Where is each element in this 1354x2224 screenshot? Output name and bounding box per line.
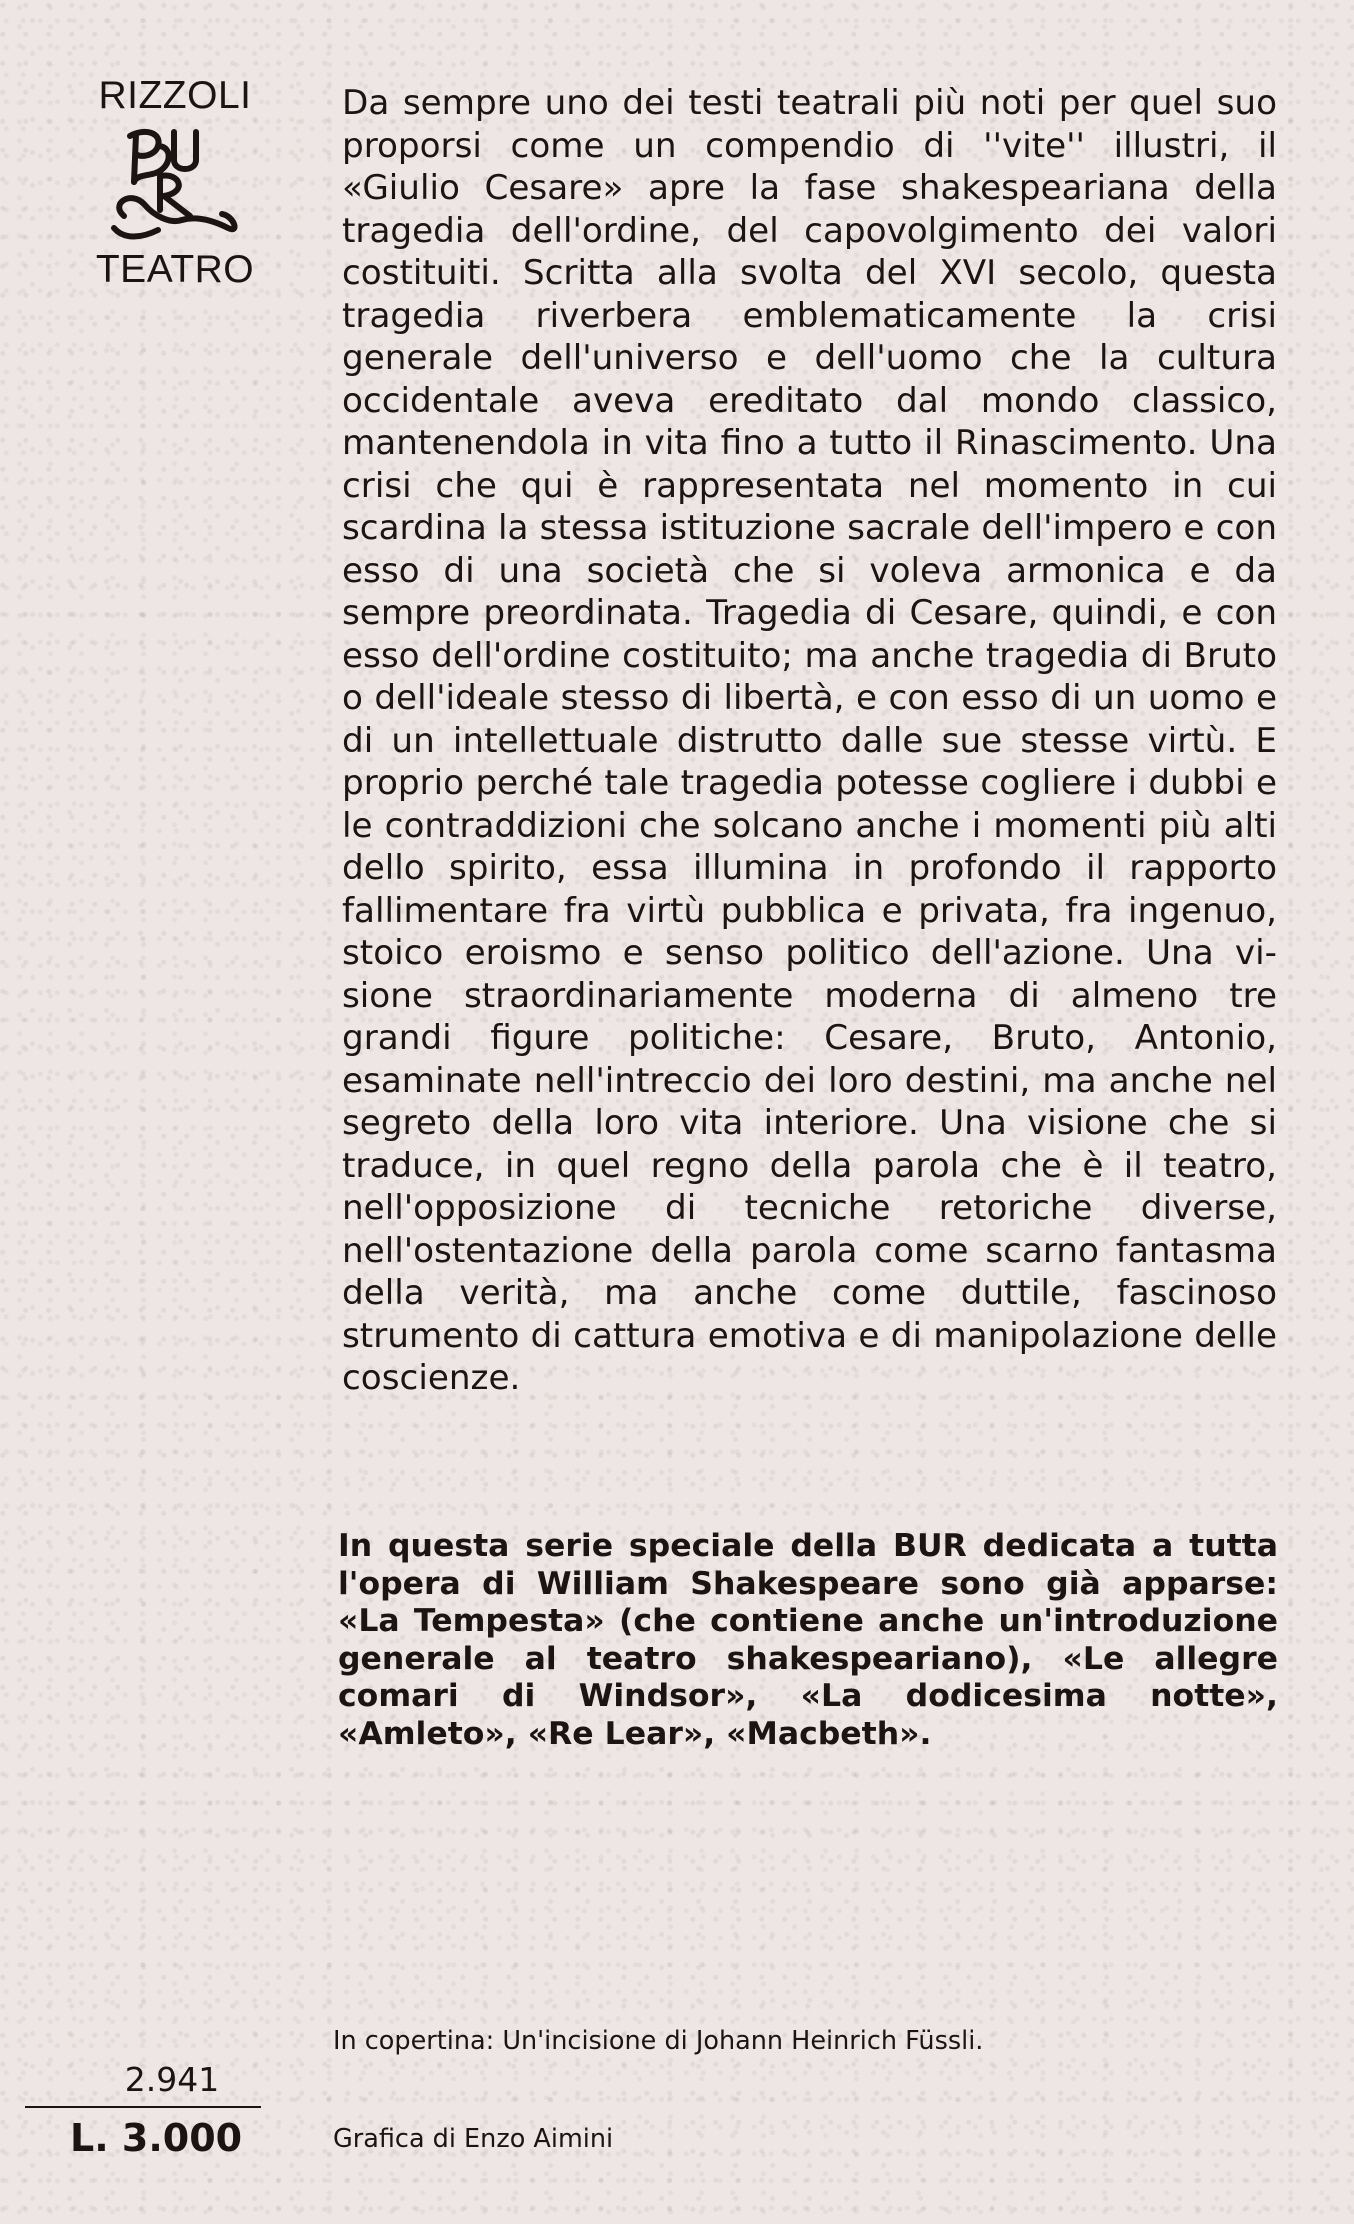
design-credit: Grafica di Enzo Aimini <box>333 2124 614 2154</box>
bur-logo-icon <box>100 124 250 244</box>
cover-credit: In copertina: Un'incisione di Johann Heinrich Füssli. <box>333 2026 984 2056</box>
series-note: In questa serie speciale della BUR dedicata a tutta l'opera di William Shakespeare sono già apparse: «La Tempesta» (che contiene anche un'introduzione generale al teatro shakespeariano), «Le allegre comari di Windsor», «La dodicesima notte», «Amleto», «Re Lear», «Macbeth». <box>338 1528 1278 1752</box>
publisher-name: RIZZOLI <box>98 74 252 117</box>
price-divider <box>25 2106 261 2108</box>
back-cover-description: Da sempre uno dei testi teatrali più noti per quel suo proporsi come un compendio di ''vite'' illustri, il «Giulio Cesare» apre la fase shakespeariana della tragedia dell'ordine, del capovolgimento dei valori costituiti. Scritta alla svolta del XVI secolo, questa tragedia riverbera emblematicamente la crisi generale dell'universo e dell'uomo che la cultura occidentale aveva ereditato dal mondo classico, mantenendola in vita fino a tutto il Rinascimento. Una crisi che qui è rappresentata nel momento in cui scardina la stessa istituzione sacrale dell'impero e con esso di una società che si voleva armonica e da sempre preordinata. Tragedia di Cesare, quindi, e con esso dell'ordine costituito; ma anche tragedia di Bruto o dell'ideale stesso di libertà, e con esso di un uomo e di un intellettuale distrutto dalle sue stesse virtù. E proprio perché tale tragedia potesse cogliere i dubbi e le contraddizioni che solcano anche i momenti più alti dello spirito, essa illumina in profondo il rapporto fallimentare fra virtù pubblica e privata, fra ingenuo, stoico eroismo e senso politico dell'azione. Una visione straordinariamente moderna di almeno tre grandi figure politiche: Cesare, Bruto, Antonio, esaminate nell'intreccio dei loro destini, ma anche nel segreto della loro vita interiore. Una visione che si traduce, in quel regno della parola che è il teatro, nell'opposizione di tecniche retoriche diverse, nell'ostentazione della parola come scarno fantasma della verità, ma anche come duttile, fascinoso strumento di cattura emotiva e di manipolazione delle coscienze. <box>342 83 1277 1398</box>
publisher-brand <box>80 74 270 292</box>
price: L. 3.000 <box>70 2116 243 2160</box>
catalog-number: 2.941 <box>124 2060 220 2099</box>
series-name: TEATRO <box>95 248 255 291</box>
